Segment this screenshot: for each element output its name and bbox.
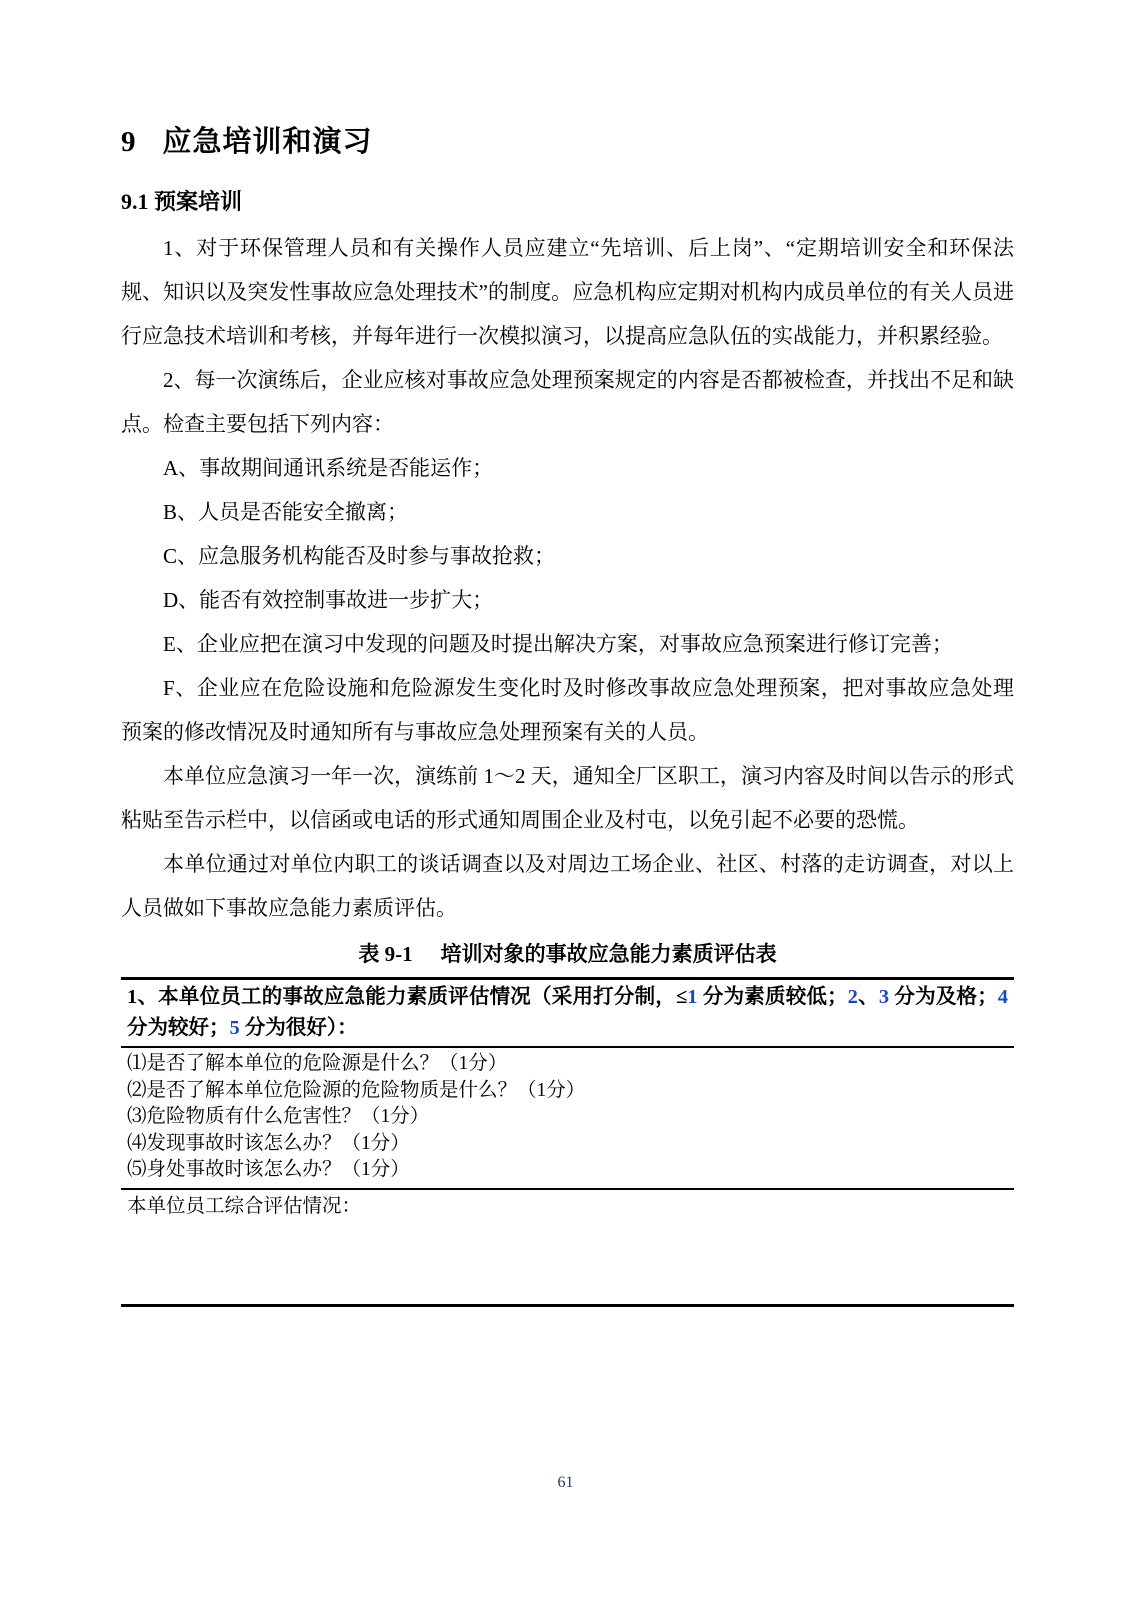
subsection-heading: 9.1 预案培训 [121, 189, 243, 214]
section-heading [121, 122, 1014, 162]
table-header-cell [121, 979, 1014, 1048]
table-caption-label: 表 9-1 [358, 942, 413, 966]
score-value: 5 [229, 1017, 240, 1039]
section-number: 9 [121, 126, 137, 158]
header-segment: 、 [857, 986, 879, 1008]
score-value: 2 [847, 986, 858, 1008]
header-segment: 分为素质较低； [697, 986, 848, 1008]
score-value: 4 [997, 986, 1009, 1008]
page-content [121, 122, 1014, 1307]
section-title: 应急培训和演习 [162, 126, 373, 158]
list-item-d: D、能否有效控制事故进一步扩大； [163, 588, 494, 612]
evaluation-table [121, 977, 1014, 1307]
paragraph: 本单位通过对单位内职工的谈话调查以及对周边工场企业、社区、村落的走访调查，对以上人员做如下事故应急能力素质评估。 [121, 852, 1014, 920]
paragraph: 本单位应急演习一年一次，演练前 1～2 天，通知全厂区职工，演习内容及时间以告示的形式粘贴至告示栏中，以信函或电话的形式通知周围企业及村屯，以免引起不必要的恐慌。 [121, 764, 1014, 832]
header-segment: 1、本单位员工的事故应急能力素质评估情况（采用打分制，≤ [127, 986, 688, 1008]
header-segment: 分为及格； [889, 986, 998, 1008]
question-item: ⑸身处事故时该怎么办？（1分） [127, 1159, 410, 1180]
question-item: ⑵是否了解本单位危险源的危险物质是什么？（1分） [127, 1079, 586, 1101]
header-segment: 分为很好）： [239, 1017, 358, 1039]
table-row-questions [121, 1047, 1014, 1189]
list-item-b: B、人员是否能安全撤离； [163, 500, 409, 524]
summary-cell: 本单位员工综合评估情况： [127, 1195, 362, 1217]
list-item-f: F、企业应在危险设施和危险源发生变化时及时修改事故应急处理预案，把对事故应急处理预案的修改情况及时通知所有与事故应急处理预案有关的人员。 [121, 676, 1014, 744]
question-item: ⑴是否了解本单位的危险源是什么？（1分） [127, 1053, 508, 1074]
question-item: ⑶危险物质有什么危害性？（1分） [127, 1106, 430, 1127]
score-value: 1 [687, 986, 698, 1008]
page-number: 61 [557, 1474, 574, 1491]
table-caption-text: 培训对象的事故应急能力素质评估表 [440, 942, 777, 966]
table-row-summary [121, 1189, 1014, 1306]
score-value: 3 [878, 986, 890, 1008]
questions-cell [121, 1047, 1014, 1189]
list-item-a: A、事故期间通讯系统是否能运作； [163, 456, 494, 480]
header-segment: 分为较好； [127, 1017, 230, 1039]
table-row-header [121, 979, 1014, 1048]
list-item-c: C、应急服务机构能否及时参与事故抢救； [163, 544, 556, 568]
paragraph: 1、对于环保管理人员和有关操作人员应建立“先培训、后上岗”、“定期培训安全和环保法规、知识以及突发性事故应急处理技术”的制度。应急机构应定期对机构内成员单位的有关人员进行应急技术培训和考核，并每年进行一次模拟演习，以提高应急队伍的实战能力，并积累经验。 [121, 236, 1014, 348]
paragraph: 2、每一次演练后，企业应核对事故应急处理预案规定的内容是否都被检查，并找出不足和缺点。检查主要包括下列内容： [121, 368, 1014, 436]
table-caption [121, 939, 1014, 969]
list-item-e: E、企业应把在演习中发现的问题及时提出解决方案，对事故应急预案进行修订完善； [163, 632, 953, 656]
question-item: ⑷发现事故时该怎么办？（1分） [127, 1132, 410, 1154]
